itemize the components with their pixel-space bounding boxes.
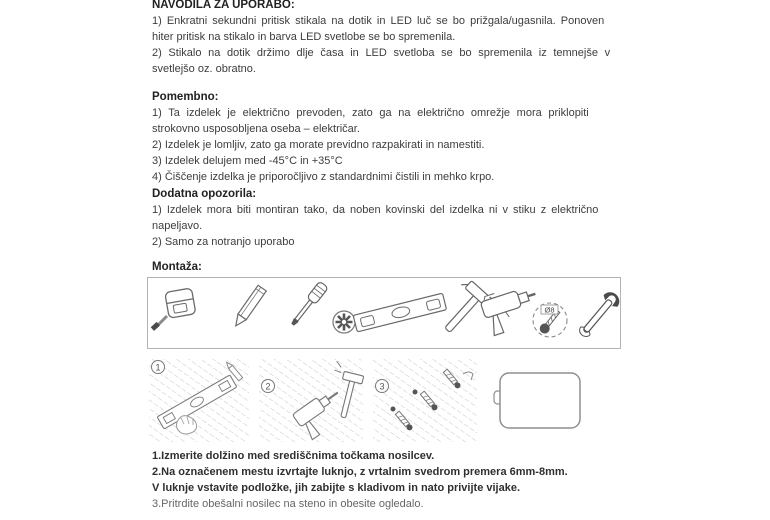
- assembly-step-3: [373, 359, 477, 442]
- warning-line: 1) Izdelek mora biti montiran tako, da noben kovinski del izdelka ni v stiku z električno: [152, 204, 599, 216]
- montage-instruction-line: 1.Izmerite dolžino med središčnima točkama nosilcev.: [152, 450, 435, 462]
- phillips-bit-icon: [333, 311, 355, 333]
- assembly-steps-svg: [147, 356, 621, 445]
- section-important: [152, 89, 620, 185]
- assembly-step-2: [259, 359, 366, 442]
- tools-illustration-box: [147, 277, 621, 349]
- usage-line: 2) Stikalo na dotik držimo dlje časa in LED svetloba se bo spremenila iz temnejše v: [152, 47, 611, 59]
- step-number-3: 3: [379, 381, 385, 392]
- spirit-level-icon: [353, 293, 446, 332]
- tape-measure-icon: [151, 288, 196, 331]
- important-line: 1) Ta izdelek je električno prevoden, zato ga na električno omrežje mora priklopiti: [152, 107, 589, 119]
- pencil-icon: [232, 285, 267, 328]
- warning-line: 2) Samo za notranjo uporabo: [152, 236, 295, 248]
- assembly-step-1: [149, 359, 249, 442]
- section-title-montage: Montaža:: [152, 261, 202, 273]
- screwdriver-icon: [288, 281, 355, 333]
- section-title-warnings: Dodatna opozorila:: [152, 188, 257, 200]
- drill-bit-detail: [533, 303, 567, 337]
- montage-instruction-line: V luknje vstavite podložke, jih zabijte s kladivom in nato privijte vijake.: [152, 482, 521, 494]
- tools-illustration: [148, 278, 620, 348]
- usage-line: svetlejšo oz. obratno.: [152, 63, 256, 75]
- important-line: strokovno usposobljena oseba – električar.: [152, 123, 360, 135]
- section-warnings: [152, 186, 620, 250]
- montage-instruction-line: 3.Pritrdite obešalni nosilec na steno in obesite ogledalo.: [152, 498, 424, 510]
- usage-line: 1) Enkratni sekundni pritisk stikala na dotik in LED luč se bo prižgala/ugasnila. Ponoven: [152, 15, 605, 27]
- section-title-important: Pomembno:: [152, 91, 219, 103]
- montage-instructions: [152, 448, 620, 512]
- usage-line: hiter pritisk na stikalo in barva LED svetlobe se bo spremenila.: [152, 31, 456, 43]
- drill-icon: [479, 281, 567, 337]
- warning-line: napeljavo.: [152, 220, 203, 232]
- important-line: 4) Čiščenje izdelka je priporočljivo z standardnimi čistili in mehko krpo.: [152, 171, 495, 183]
- step-number-2: 2: [265, 381, 271, 392]
- section-title-usage: NAVODILA ZA UPORABO:: [152, 0, 295, 11]
- drill-bit-label: Ø8: [544, 305, 555, 315]
- assembly-steps-illustration: [147, 356, 621, 445]
- section-usage: [152, 0, 620, 77]
- step-number-1: 1: [155, 362, 161, 373]
- important-line: 2) Izdelek je lomljiv, zato ga morate previdno razpakirati in namestiti.: [152, 139, 485, 151]
- montage-instruction-line: 2.Na označenem mestu izvrtajte luknjo, z vrtalnim svedrom premera 6mm-8mm.: [152, 466, 568, 478]
- wrench-icon: [575, 289, 620, 341]
- important-line: 3) Izdelek delujem med -45°C in +35°C: [152, 155, 343, 167]
- mirror-illustration: [494, 373, 580, 428]
